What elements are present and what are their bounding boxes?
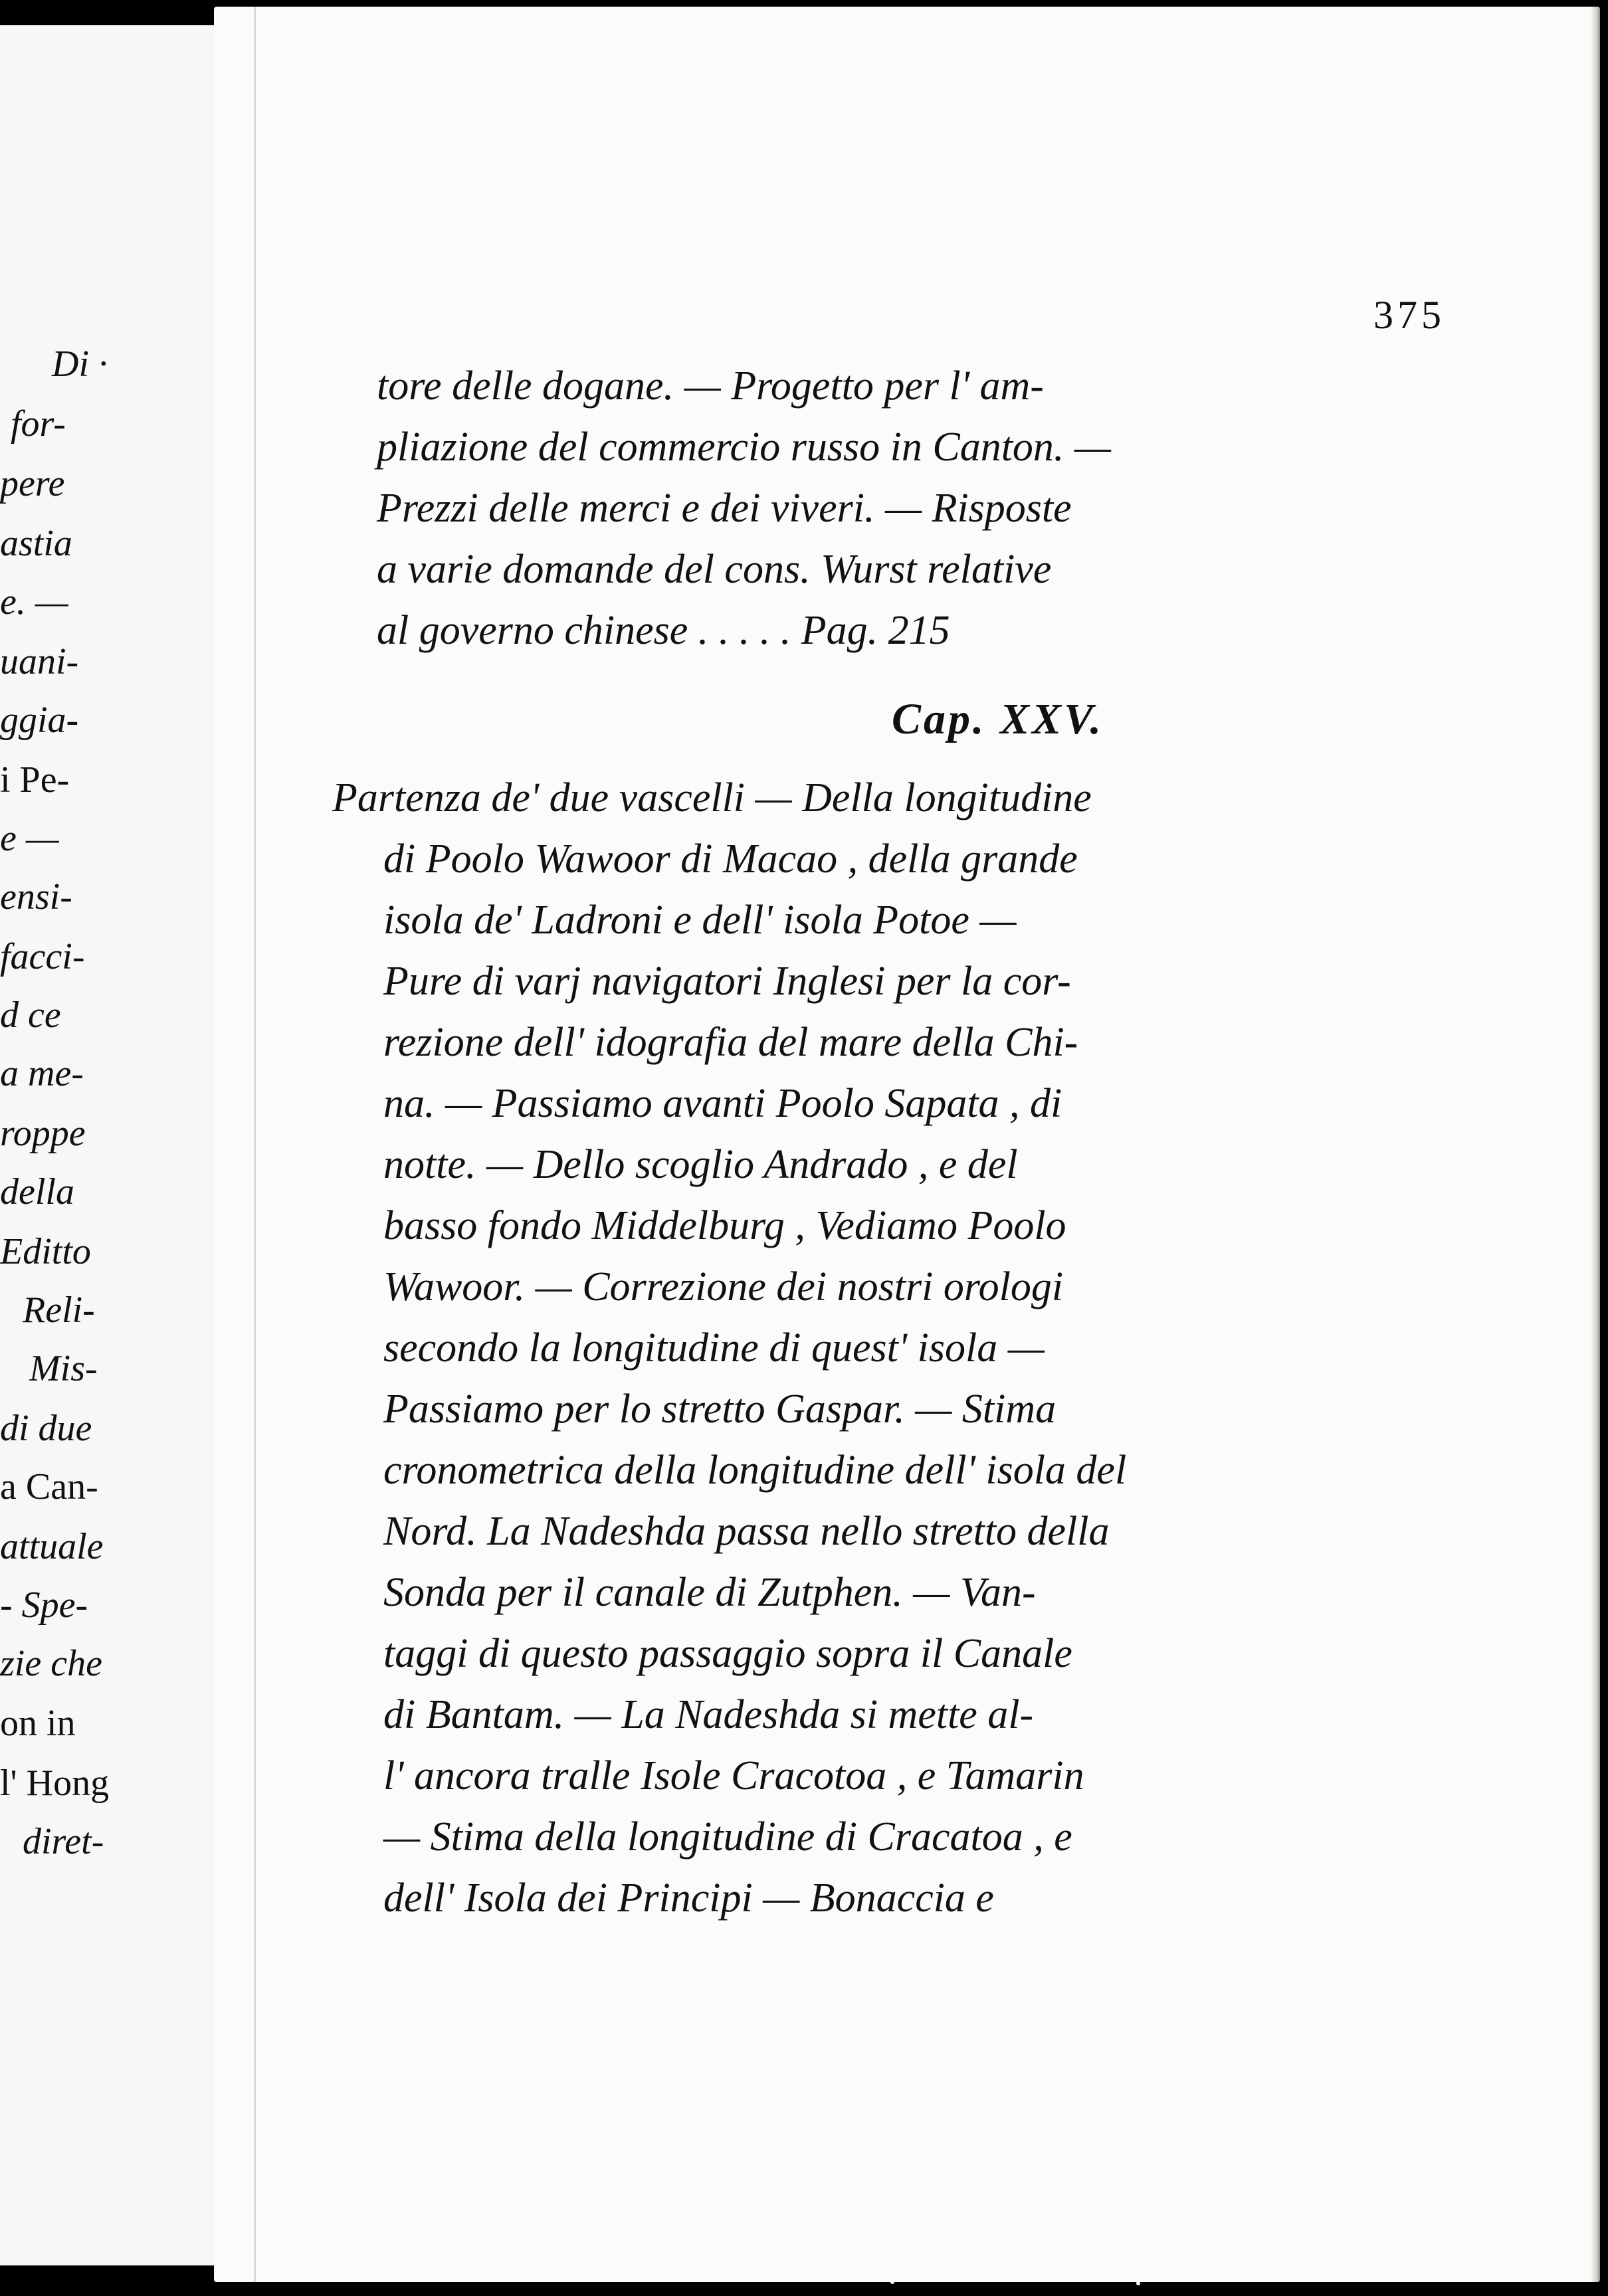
left-line: di due bbox=[0, 1408, 92, 1449]
summary-line: taggi di questo passaggio sopra il Canale bbox=[383, 1631, 1072, 1676]
left-line: for- bbox=[11, 403, 66, 444]
summary-line: Partenza de' due vascelli — Della longitudine bbox=[332, 775, 1092, 820]
summary-line: Wawoor. — Correzione dei nostri orologi bbox=[383, 1264, 1064, 1309]
left-line: roppe bbox=[0, 1113, 86, 1154]
summary-line: isola de' Ladroni e dell' isola Potoe — bbox=[383, 898, 1017, 943]
left-line: diret- bbox=[23, 1821, 104, 1862]
left-line: Reli- bbox=[23, 1290, 95, 1331]
right-page bbox=[214, 7, 1600, 2282]
left-line: Mis- bbox=[29, 1348, 98, 1389]
left-line: facci- bbox=[0, 936, 85, 977]
left-line: della bbox=[0, 1171, 74, 1212]
left-line: Di · bbox=[52, 343, 108, 385]
summary-line: cronometrica della longitudine dell' isola del bbox=[383, 1448, 1127, 1493]
left-line: pere bbox=[0, 463, 65, 504]
contents-line: Prezzi delle merci e dei viveri. — Risposte bbox=[377, 486, 1072, 531]
left-line: attuale bbox=[0, 1526, 104, 1567]
contents-line: pliazione del commercio russo in Canton. — bbox=[377, 425, 1112, 470]
chapter-heading: Cap. XXV. bbox=[892, 695, 1104, 743]
left-line: Editto bbox=[0, 1231, 91, 1272]
left-line: e — bbox=[0, 818, 59, 859]
left-line: - Spe- bbox=[0, 1584, 88, 1626]
contents-line: a varie domande del cons. Wurst relative bbox=[377, 547, 1052, 592]
summary-line: dell' Isola dei Principi — Bonaccia e bbox=[383, 1875, 994, 1921]
summary-line: di Bantam. — La Nadeshda si mette al- bbox=[383, 1692, 1034, 1737]
left-line: e. — bbox=[0, 581, 68, 622]
summary-line: na. — Passiamo avanti Poolo Sapata , di bbox=[383, 1081, 1062, 1126]
summary-line: — Stima della longitudine di Cracatoa , e bbox=[383, 1814, 1072, 1860]
left-line: d ce bbox=[0, 995, 61, 1036]
summary-line: Passiamo per lo stretto Gaspar. — Stima bbox=[383, 1387, 1056, 1432]
page-number: 375 bbox=[1373, 293, 1445, 337]
left-line: ggia- bbox=[0, 700, 79, 741]
summary-line: l' ancora tralle Isole Cracotoa , e Tamarin bbox=[383, 1753, 1084, 1798]
summary-line: Nord. La Nadeshda passa nello stretto della bbox=[383, 1509, 1110, 1554]
summary-line: di Poolo Wawoor di Macao , della grande bbox=[383, 836, 1078, 882]
left-line: astia bbox=[0, 523, 72, 564]
left-line: uani- bbox=[0, 641, 79, 682]
summary-line: rezione dell' idografia del mare della Chi- bbox=[383, 1020, 1078, 1065]
left-line: l' Hong bbox=[0, 1763, 110, 1804]
contents-line: tore delle dogane. — Progetto per l' am- bbox=[377, 363, 1044, 409]
summary-line: basso fondo Middelburg , Vediamo Poolo bbox=[383, 1203, 1066, 1248]
summary-line: Pure di varj navigatori Inglesi per la cor- bbox=[383, 959, 1071, 1004]
summary-line: notte. — Dello scoglio Andrado , e del bbox=[383, 1142, 1018, 1187]
left-page-fragment bbox=[0, 25, 234, 2265]
left-line: ensi- bbox=[0, 876, 72, 917]
summary-line: Sonda per il canale di Zutphen. — Van- bbox=[383, 1570, 1036, 1615]
left-line: a me- bbox=[0, 1053, 84, 1094]
left-line: a Can- bbox=[0, 1466, 98, 1507]
contents-line: al governo chinese . . . . . Pag. 215 bbox=[377, 608, 950, 653]
scan-specks bbox=[731, 2271, 1329, 2291]
left-line: on in bbox=[0, 1703, 76, 1744]
page-margin-rule bbox=[254, 7, 256, 2282]
left-line: zie che bbox=[0, 1643, 102, 1684]
page-edge-shadow bbox=[1591, 7, 1600, 2282]
left-line: i Pe- bbox=[0, 759, 70, 801]
summary-line: secondo la longitudine di quest' isola — bbox=[383, 1325, 1045, 1371]
